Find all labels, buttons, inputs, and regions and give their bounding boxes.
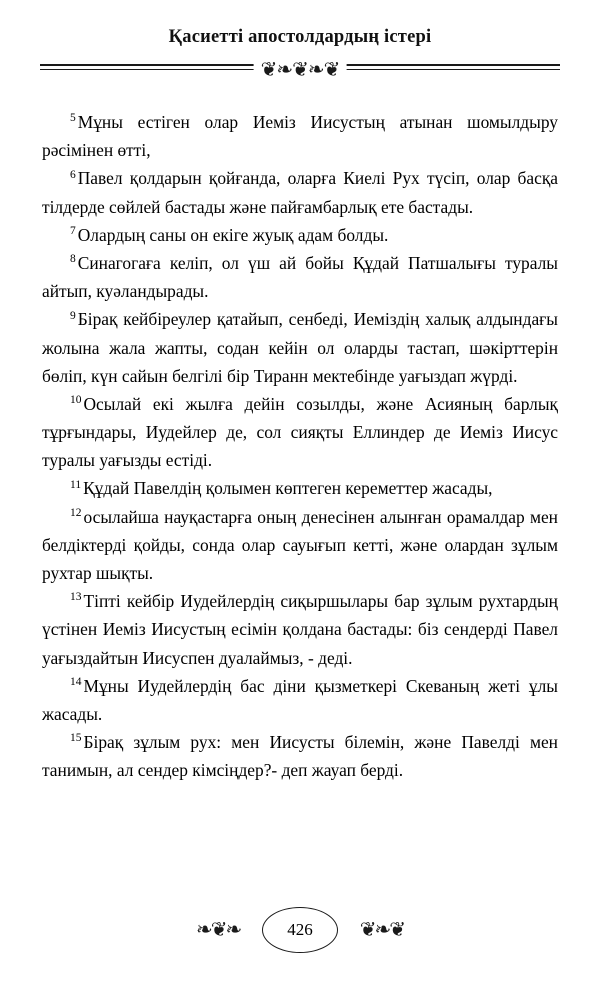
page-footer: [0, 906, 600, 959]
verse-paragraph: [42, 108, 558, 164]
verse-number: 15: [70, 732, 82, 745]
scripture-body: [42, 108, 558, 785]
verse-text: Павел қолдарын қойғанда, оларға Киелі Рух түсіп, олар басқа тілдерде сөйлей бастады және пайғамбарлық ете бастады.: [42, 168, 558, 217]
verse-paragraph: [42, 221, 558, 249]
verse-number: 8: [70, 253, 76, 266]
verse-text: Бірақ зұлым рух: мен Иисусты білемін, және Павелді мен танимын, ал сендер кімсіңдер?- деп жауап берді.: [42, 732, 558, 781]
verse-text: Бірақ кейбіреулер қатайып, сенбеді, Иеміздің халық алдындағы жолына жала жапты, содан кейін ол оларды тастап, шәкірттерін бөліп, күн сайын белгілі бір Тиранн мектебінде уағыздап жүрді.: [42, 309, 558, 386]
footer-ornament-left-icon: ❧❦❧: [196, 919, 241, 941]
verse-number: 5: [70, 112, 76, 125]
verse-text: Синагогаға келіп, ол үш ай бойы Құдай Патшалығы туралы айтып, куәландырады.: [42, 252, 558, 302]
verse-number: 13: [70, 591, 82, 604]
verse-text: осылайша науқастарға оның денесінен алынған орамалдар мен белдіктерді қойды, сонда олар сауығып кетті, және олардан зұлым рухтар шықты.: [42, 506, 558, 583]
verse-paragraph: [42, 305, 558, 390]
verse-number: 7: [70, 224, 76, 237]
verse-paragraph: [42, 164, 558, 220]
verse-text: Тіпті кейбір Иудейлердің сиқыршылары бар зұлым рухтардың үстінен Иеміз Иисустың есімін қолдана бастады: біз сендерді Павел уағыздайтын Иисуспен дуалаймыз, - деді.: [42, 591, 558, 668]
page-number-ornament-box: [190, 906, 410, 954]
verse-paragraph: [42, 587, 558, 672]
verse-number: 11: [70, 478, 82, 491]
document-page: [0, 27, 600, 997]
verse-text: Құдай Павелдің қолымен көптеген кереметтер жасады,: [83, 478, 493, 499]
verse-paragraph: [42, 390, 558, 475]
divider-ornament-icon: ❦❧❦❧❦: [254, 60, 347, 80]
verse-number: 6: [70, 168, 76, 181]
page-header-title: Қасиетті апостолдардың істері: [168, 27, 432, 47]
verse-paragraph: [42, 672, 558, 728]
header-divider: [40, 60, 560, 82]
verse-number: 12: [70, 506, 82, 519]
verse-number: 14: [70, 675, 82, 688]
verse-text: Мұны естіген олар Иеміз Иисустың атынан шомылдыру рәсімінен өтті,: [42, 112, 558, 161]
verse-paragraph: [42, 503, 558, 588]
verse-paragraph: [42, 474, 558, 502]
verse-number: 9: [70, 309, 76, 322]
verse-text: Мұны Иудейлердің бас діни қызметкері Скеваның жеті ұлы жасады.: [42, 675, 558, 724]
footer-ornament-right-icon: ❦❧❦: [359, 919, 404, 941]
verse-text: Олардың саны он екіге жуық адам болды.: [77, 224, 389, 245]
page-number: 426: [262, 907, 338, 953]
verse-text: Осылай екі жылға дейін созылды, және Асияның барлық тұрғындары, Иудейлер де, сол сияқты Еллиндер де Иеміз Иисус туралы уағызды естіді.: [42, 393, 558, 471]
verse-paragraph: [42, 249, 558, 305]
verse-paragraph: [42, 728, 558, 784]
verse-number: 10: [70, 394, 82, 407]
